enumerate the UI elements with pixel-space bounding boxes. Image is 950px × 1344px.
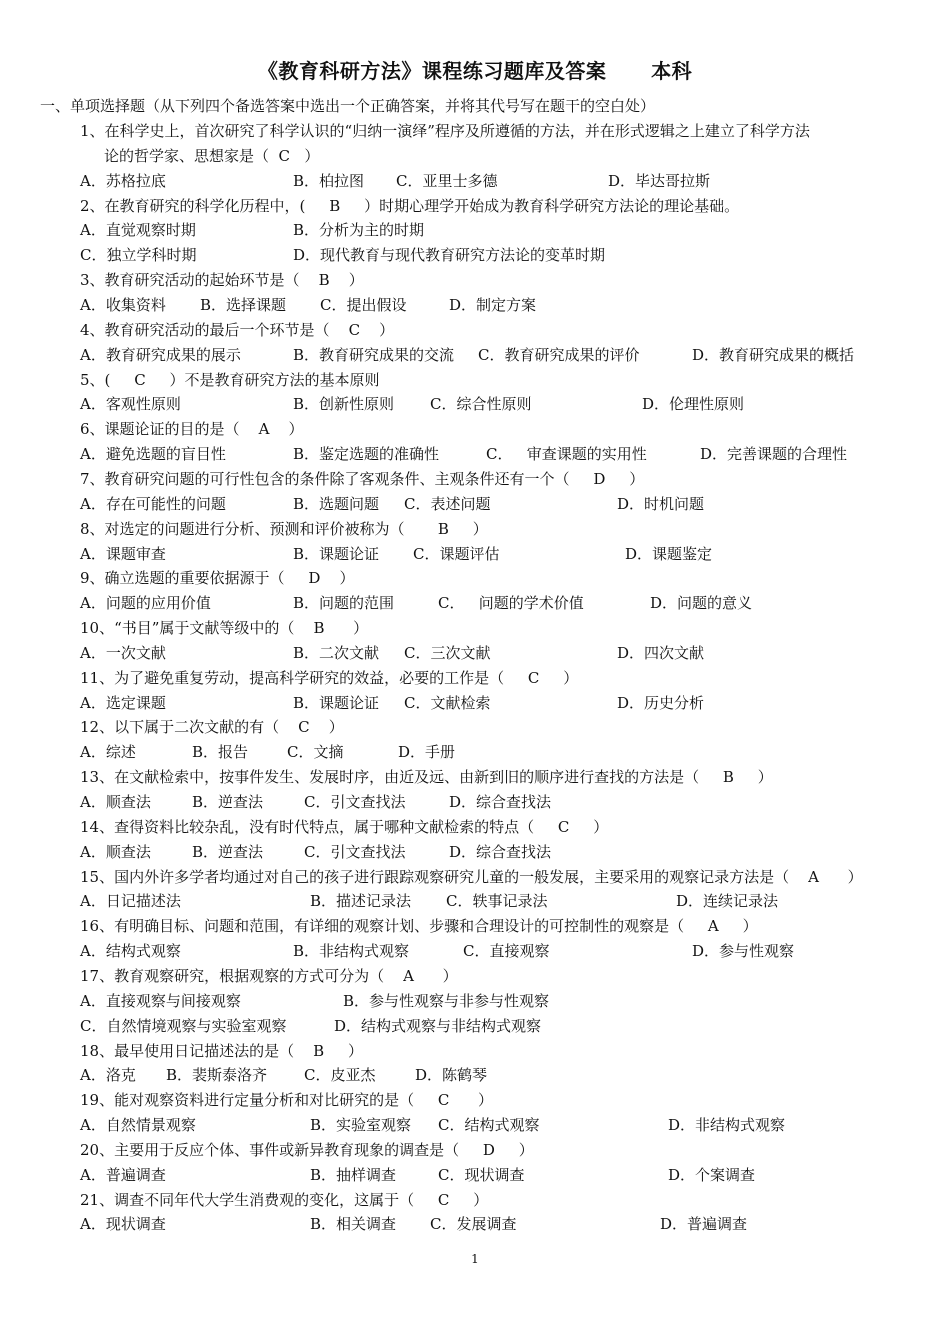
answer-option: D．综合查找法 [449, 793, 552, 811]
answer-option: C．三次文献 [404, 643, 491, 662]
document-title: 《教育科研方法》课程练习题库及答案 本科 [257, 59, 693, 83]
answer-option: C．综合性原则 [430, 395, 532, 414]
answer-option: B．课题论证 [293, 544, 380, 563]
question-text: 9、确立选题的重要依据源于（ D ） [80, 569, 355, 588]
answer-option: A．洛克 [80, 1066, 136, 1085]
answer-option: C． 审查课题的实用性 [486, 445, 647, 464]
question-text: 3、教育研究活动的起始环节是（ B ） [80, 271, 364, 290]
answer-option: A．避免选题的盲目性 [80, 445, 226, 464]
answer-option: D．完善课题的合理性 [700, 445, 848, 464]
answer-option: C．引文查找法 [304, 793, 406, 811]
answer-option: C．现状调查 [438, 1165, 525, 1184]
answer-option: A．日记描述法 [80, 892, 181, 911]
answer-option: C．引文查找法 [304, 842, 406, 861]
answer-option: A．自然情景观察 [80, 1116, 196, 1134]
answer-option: B．分析为主的时期 [293, 221, 425, 240]
answer-option: D．毕达哥拉斯 [608, 171, 711, 190]
answer-option: B．裴斯泰洛齐 [166, 1066, 268, 1085]
answer-option: D．参与性观察 [692, 942, 795, 961]
question-text: 17、教育观察研究，根据观察的方式可分为（ A ） [80, 966, 458, 985]
answer-option: B．实验室观察 [310, 1116, 412, 1134]
answer-option: C．文献检索 [404, 693, 491, 712]
answer-option: C．提出假设 [320, 296, 407, 314]
answer-option: D．现代教育与现代教育研究方法论的变革时期 [293, 246, 606, 265]
answer-option: D．结构式观察与非结构式观察 [334, 1016, 542, 1035]
answer-option: D．连续记录法 [676, 892, 779, 911]
answer-option: B．课题论证 [293, 693, 380, 712]
question-text: 16、有明确目标、问题和范围，有详细的观察计划、步骤和合理设计的可控制性的观察是（ A ） [80, 917, 758, 936]
answer-option: A．教育研究成果的展示 [80, 345, 241, 364]
answer-option: A．一次文献 [80, 643, 166, 662]
answer-option: C．表述问题 [404, 494, 491, 513]
answer-option: A．顺查法 [80, 842, 151, 861]
answer-option: D．课题鉴定 [625, 544, 713, 563]
answer-option: A．结构式观察 [80, 942, 181, 961]
answer-option: B．抽样调查 [310, 1165, 397, 1184]
answer-option: D．问题的意义 [650, 594, 753, 613]
question-text: 11、为了避免重复劳动，提高科学研究的效益，必要的工作是（ C ） [80, 668, 579, 687]
answer-option: C． 问题的学术价值 [438, 594, 584, 613]
section-heading: 一、单项选择题（从下列四个备选答案中选出一个正确答案，并将其代号写在题干的空白处） [40, 97, 656, 115]
answer-option: B．参与性观察与非参与性观察 [343, 991, 550, 1010]
answer-option: D．四次文献 [617, 643, 705, 662]
answer-option: A．顺查法 [80, 793, 151, 811]
question-text: 6、课题论证的目的是（ A ） [80, 420, 304, 439]
answer-option: A．苏格拉底 [80, 171, 166, 190]
answer-option: C．直接观察 [463, 942, 550, 961]
answer-option: B．创新性原则 [293, 395, 395, 414]
answer-option: B．教育研究成果的交流 [293, 345, 455, 364]
answer-option: C．发展调查 [430, 1215, 517, 1234]
answer-option: C．皮亚杰 [304, 1066, 376, 1085]
answer-option: D．手册 [398, 743, 456, 762]
answer-option: A．客观性原则 [80, 395, 181, 414]
answer-option: A．收集资料 [80, 296, 166, 314]
answer-option: B．鉴定选题的准确性 [293, 445, 440, 464]
question-text: 21、调查不同年代大学生消费观的变化，这属于（ C ） [80, 1190, 489, 1209]
page-number: 1 [471, 1252, 479, 1266]
question-text: 7、教育研究问题的可行性包含的条件除了客观条件、主观条件还有一个（ D ） [80, 469, 645, 488]
answer-option: D．个案调查 [668, 1165, 756, 1184]
answer-option: D．历史分析 [617, 693, 705, 712]
answer-option: B．柏拉图 [293, 171, 365, 190]
answer-option: D．伦理性原则 [642, 395, 745, 414]
answer-option: D．综合查找法 [449, 842, 552, 861]
answer-option: B．选择课题 [200, 296, 287, 314]
answer-option: A．课题审查 [80, 544, 166, 563]
answer-option: B．非结构式观察 [293, 942, 410, 961]
answer-option: C．自然情境观察与实验室观察 [80, 1016, 287, 1035]
answer-option: C．亚里士多德 [396, 171, 498, 190]
answer-option: C．轶事记录法 [446, 892, 548, 911]
answer-option: C．文摘 [287, 743, 344, 762]
answer-option: A．直觉观察时期 [80, 221, 196, 240]
question-text: 8、对选定的问题进行分析、预测和评价被称为（ B ） [80, 519, 488, 538]
question-text: 2、在教育研究的科学化历程中，( B ）时期心理学开始成为教育科学研究方法论的理论基础。 [80, 196, 740, 215]
answer-option: D．制定方案 [449, 296, 537, 314]
answer-option: A．现状调查 [80, 1215, 166, 1234]
question-text: 论的哲学家、思想家是（ C ） [104, 146, 320, 165]
question-text: 14、查得资料比较杂乱，没有时代特点，属于哪种文献检索的特点（ C ） [80, 817, 609, 836]
answer-option: C．结构式观察 [438, 1116, 540, 1134]
question-text: 5、( C ）不是教育研究方法的基本原则 [80, 370, 380, 389]
answer-option: B．相关调查 [310, 1215, 397, 1234]
answer-option: B．逆查法 [192, 842, 264, 861]
question-text: 4、教育研究活动的最后一个环节是（ C ） [80, 320, 395, 339]
answer-option: B．二次文献 [293, 643, 380, 662]
answer-option: C．教育研究成果的评价 [478, 345, 640, 364]
answer-option: D．非结构式观察 [668, 1116, 786, 1134]
answer-option: A．直接观察与间接观察 [80, 991, 241, 1010]
question-text: 19、能对观察资料进行定量分析和对比研究的是（ C ） [80, 1091, 494, 1110]
answer-option: B．问题的范围 [293, 594, 395, 613]
answer-option: B．报告 [192, 743, 249, 762]
answer-option: A．综述 [80, 743, 136, 762]
question-text: 12、以下属于二次文献的有（ C ） [80, 718, 344, 737]
question-text: 15、国内外许多学者均通过对自己的孩子进行跟踪观察研究儿童的一般发展，主要采用的观察记录方法是（ A ） [80, 867, 863, 886]
answer-option: A．存在可能性的问题 [80, 494, 226, 513]
answer-option: C．课题评估 [413, 544, 500, 563]
answer-option: D．教育研究成果的概括 [692, 345, 855, 364]
question-text: 13、在文献检索中，按事件发生、发展时序，由近及远、由新到旧的顺序进行查找的方法是（ B ） [80, 768, 773, 787]
question-text: 1、在科学史上，首次研究了科学认识的“归纳一演绎”程序及所遵循的方法，并在形式逻辑之上建立了科学方法 [80, 122, 810, 140]
answer-option: B．描述记录法 [310, 892, 412, 911]
question-text: 20、主要用于反应个体、事件或新异教育现象的调查是（ D ） [80, 1140, 534, 1159]
answer-option: A．问题的应用价值 [80, 594, 211, 613]
answer-option: B．选题问题 [293, 494, 380, 513]
answer-option: C．独立学科时期 [80, 246, 197, 265]
question-text: 18、最早使用日记描述法的是（ B ） [80, 1041, 364, 1060]
answer-option: A．选定课题 [80, 693, 166, 712]
answer-option: B．逆查法 [192, 793, 264, 811]
answer-option: D．时机问题 [617, 494, 705, 513]
answer-option: D．陈鹤琴 [415, 1066, 488, 1085]
answer-option: D．普遍调查 [660, 1215, 748, 1234]
question-text: 10、“书目”属于文献等级中的（ B ） [80, 619, 369, 637]
answer-option: A．普遍调查 [80, 1165, 166, 1184]
